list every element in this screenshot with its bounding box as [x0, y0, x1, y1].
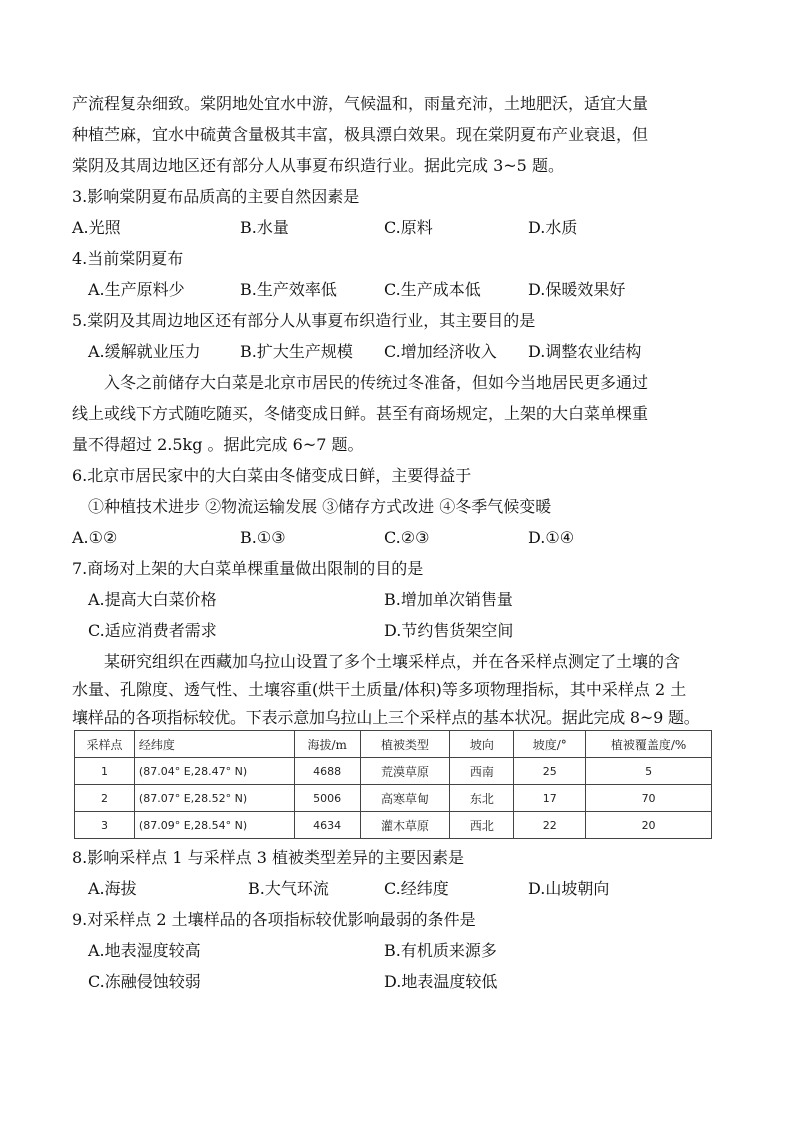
cell-vegetation-type: 荒漠草原 — [360, 758, 450, 785]
q5-option-d[interactable]: D.调整农业结构 — [528, 342, 642, 361]
q3-option-a[interactable]: A.光照 — [72, 218, 121, 237]
q6-choices-line: ①种植技术进步 ②物流运输发展 ③储存方式改进 ④冬季气候变暖 — [88, 497, 552, 516]
q9-option-b[interactable]: B.有机质来源多 — [384, 941, 497, 960]
passage2-line-2: 线上或线下方式随吃随买，冬储变成日鲜。甚至有商场规定，上架的大白菜单棵重 — [72, 404, 649, 423]
cell-vegetation-type: 灌木草原 — [360, 812, 450, 839]
q3-option-d[interactable]: D.水质 — [528, 218, 578, 237]
q5-option-b[interactable]: B.扩大生产规模 — [240, 342, 353, 361]
header-slope: 坡度/° — [514, 731, 586, 758]
q4-stem: 4.当前棠阴夏布 — [72, 249, 184, 268]
cell-point: 3 — [75, 812, 135, 839]
passage2-line-1: 入冬之前储存大白菜是北京市居民的传统过冬准备，但如今当地居民更多通过 — [104, 373, 649, 392]
table-row — [75, 785, 712, 812]
cell-aspect: 西北 — [450, 812, 514, 839]
q4-option-d[interactable]: D.保暖效果好 — [528, 280, 626, 299]
q7-option-c[interactable]: C.适应消费者需求 — [88, 621, 217, 640]
q7-option-a[interactable]: A.提高大白菜价格 — [88, 590, 217, 609]
q8-option-a[interactable]: A.海拔 — [88, 879, 137, 898]
q9-stem: 9.对采样点 2 土壤样品的各项指标较优影响最弱的条件是 — [72, 910, 476, 929]
intro-line-1: 产流程复杂细致。棠阴地处宜水中游，气候温和，雨量充沛，土地肥沃，适宜大量 — [72, 94, 649, 113]
q7-option-b[interactable]: B.增加单次销售量 — [384, 590, 513, 609]
cell-altitude: 5006 — [294, 785, 360, 812]
q3-stem: 3.影响棠阴夏布品质高的主要自然因素是 — [72, 187, 360, 206]
q6-option-c[interactable]: C.②③ — [384, 528, 430, 547]
table-header-row — [75, 731, 712, 758]
sampling-points-table — [74, 730, 712, 839]
q4-option-b[interactable]: B.生产效率低 — [240, 280, 337, 299]
q8-option-d[interactable]: D.山坡朝向 — [528, 879, 610, 898]
q7-stem: 7.商场对上架的大白菜单棵重量做出限制的目的是 — [72, 559, 424, 578]
q6-stem: 6.北京市居民家中的大白菜由冬储变成日鲜，主要得益于 — [72, 466, 472, 485]
q8-option-b[interactable]: B.大气环流 — [248, 879, 329, 898]
q6-option-b[interactable]: B.①③ — [240, 528, 286, 547]
table-row — [75, 758, 712, 785]
q8-stem: 8.影响采样点 1 与采样点 3 植被类型差异的主要因素是 — [72, 848, 464, 867]
cell-coverage: 20 — [586, 812, 712, 839]
q6-option-a[interactable]: A.①② — [72, 528, 118, 547]
cell-coverage: 70 — [586, 785, 712, 812]
q9-option-d[interactable]: D.地表温度较低 — [384, 972, 498, 991]
header-vegetation-type: 植被类型 — [360, 731, 450, 758]
q5-stem: 5.棠阴及其周边地区还有部分人从事夏布织造行业，其主要目的是 — [72, 311, 536, 330]
passage2-line-3: 量不得超过 2.5kg 。据此完成 6~7 题。 — [72, 435, 364, 454]
q6-option-d[interactable]: D.①④ — [528, 528, 575, 547]
cell-point: 2 — [75, 785, 135, 812]
q8-option-c[interactable]: C.经纬度 — [384, 879, 449, 898]
passage3-line-1: 某研究组织在西藏加乌拉山设置了多个土壤采样点，并在各采样点测定了土壤的含 — [104, 652, 681, 671]
cell-coordinates: (87.09° E,28.54° N) — [134, 812, 294, 839]
cell-aspect: 西南 — [450, 758, 514, 785]
q5-option-c[interactable]: C.增加经济收入 — [384, 342, 497, 361]
q7-option-d[interactable]: D.节约售货架空间 — [384, 621, 514, 640]
header-altitude: 海拔/m — [294, 731, 360, 758]
cell-coordinates: (87.04° E,28.47° N) — [134, 758, 294, 785]
intro-line-2: 种植苎麻，宜水中硫黄含量极其丰富，极具漂白效果。现在棠阴夏布产业衰退，但 — [72, 125, 649, 144]
q4-option-a[interactable]: A.生产原料少 — [88, 280, 185, 299]
cell-coverage: 5 — [586, 758, 712, 785]
header-coordinates: 经纬度 — [134, 731, 294, 758]
header-coverage: 植被覆盖度/% — [586, 731, 712, 758]
table-row — [75, 812, 712, 839]
q4-option-c[interactable]: C.生产成本低 — [384, 280, 481, 299]
cell-coordinates: (87.07° E,28.52° N) — [134, 785, 294, 812]
cell-slope: 22 — [514, 812, 586, 839]
q9-option-c[interactable]: C.冻融侵蚀较弱 — [88, 972, 201, 991]
header-sampling-point: 采样点 — [75, 731, 135, 758]
q9-option-a[interactable]: A.地表湿度较高 — [88, 941, 201, 960]
q3-option-c[interactable]: C.原料 — [384, 218, 433, 237]
header-aspect: 坡向 — [450, 731, 514, 758]
cell-slope: 17 — [514, 785, 586, 812]
intro-line-3: 棠阴及其周边地区还有部分人从事夏布织造行业。据此完成 3~5 题。 — [72, 156, 564, 175]
q5-option-a[interactable]: A.缓解就业压力 — [88, 342, 201, 361]
cell-altitude: 4688 — [294, 758, 360, 785]
cell-vegetation-type: 高寒草甸 — [360, 785, 450, 812]
cell-point: 1 — [75, 758, 135, 785]
passage3-line-2: 水量、孔隙度、透气性、土壤容重(烘干土质量/体积)等多项物理指标，其中采样点 2 土 — [72, 680, 687, 699]
cell-aspect: 东北 — [450, 785, 514, 812]
cell-altitude: 4634 — [294, 812, 360, 839]
passage3-line-3: 壤样品的各项指标较优。下表示意加乌拉山上三个采样点的基本状况。据此完成 8~9 题。 — [72, 708, 700, 727]
q3-option-b[interactable]: B.水量 — [240, 218, 289, 237]
cell-slope: 25 — [514, 758, 586, 785]
